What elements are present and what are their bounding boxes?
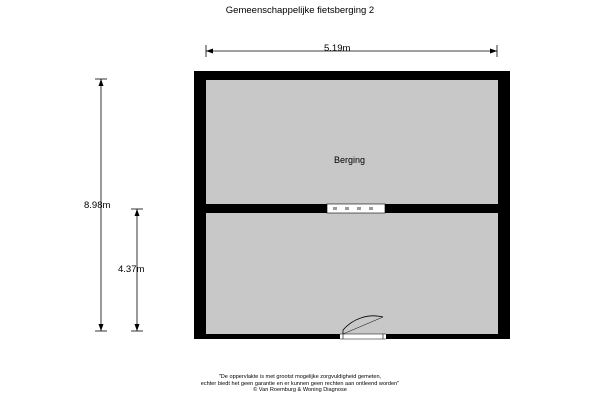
disclaimer-line-1: "De oppervlakte is met grootst mogelijke zorgvuldigheid gemeten,	[218, 374, 382, 380]
room-floor-berging	[206, 80, 498, 204]
width-dimension-label: 5.19m	[324, 43, 351, 54]
total-height-dimension-label: 8.98m	[84, 200, 111, 211]
interior-wall-opening	[327, 204, 385, 213]
plan-title: Gemeenschappelijke fietsberging 2	[225, 5, 375, 16]
disclaimer-line-2: echter biedt het geen garantie en er kunnen geen rechten aan ontleend worden"	[200, 380, 400, 387]
room-floor-lower	[206, 213, 498, 334]
width-dimension-line	[206, 45, 497, 57]
partial-height-dimension-label: 4.37m	[118, 264, 145, 275]
disclaimer-line-3: © Van Roemburg & Woning Diagnose	[253, 387, 347, 394]
room-label-berging: Berging	[334, 155, 366, 165]
disclaimer	[0, 374, 600, 394]
